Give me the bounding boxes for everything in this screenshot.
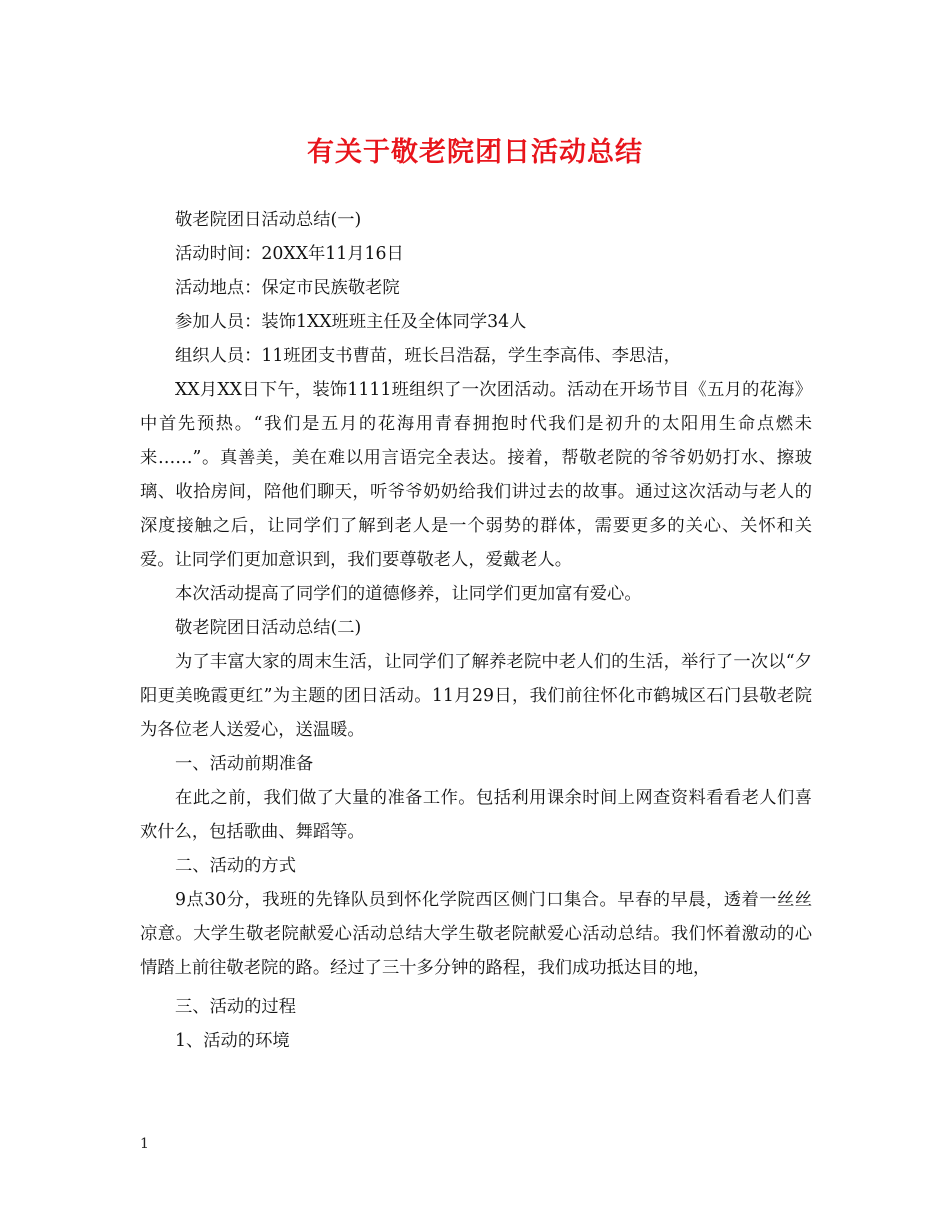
paragraph: 敬老院团日活动总结(二) xyxy=(175,618,362,638)
paragraph: 活动时间：20XX年11月16日 xyxy=(175,244,404,264)
paragraph: 组织人员：11班团支书曹苗，班长吕浩磊，学生李高伟、李思洁， xyxy=(175,346,681,366)
paragraph: 在此之前，我们做了大量的准备工作。包括利用课余时间上网查资料看看老人们喜欢什么，包括歌曲、舞蹈等。 xyxy=(140,788,812,842)
document-title: 有关于敬老院团日活动总结 xyxy=(307,137,643,168)
paragraph: 三、活动的过程 xyxy=(175,997,296,1017)
paragraph: 参加人员：装饰1XX班班主任及全体同学34人 xyxy=(175,312,527,332)
page-number: 1 xyxy=(140,1136,149,1152)
paragraph: 一、活动前期准备 xyxy=(175,754,314,774)
paragraph: 9点30分，我班的先锋队员到怀化学院西区侧门口集合。早春的早晨，透着一丝丝凉意。大学生敬老院献爱心活动总结大学生敬老院献爱心活动总结。我们怀着激动的心情踏上前往敬老院的路。经过了三十多分钟的路程，我们成功抵达目的地， xyxy=(140,890,812,978)
paragraph: 敬老院团日活动总结(一) xyxy=(175,210,362,230)
document-body xyxy=(140,203,812,1058)
paragraph: 为了丰富大家的周末生活，让同学们了解养老院中老人们的生活，举行了一次以“夕阳更美晚霞更红”为主题的团日活动。11月29日，我们前往怀化市鹤城区石门县敬老院为各位老人送爱心，送温暖。 xyxy=(140,652,812,740)
paragraph: XX月XX日下午，装饰1111班组织了一次团活动。活动在开场节目《五月的花海》中首先预热。“我们是五月的花海用青春拥抱时代我们是初升的太阳用生命点燃未来……”。真善美，美在难以用言语完全表达。接着，帮敬老院的爷爷奶奶打水、擦玻璃、收拾房间，陪他们聊天，听爷爷奶奶给我们讲过去的故事。通过这次活动与老人的深度接触之后，让同学们了解到老人是一个弱势的群体，需要更多的关心、关怀和关爱。让同学们更加意识到，我们要尊敬老人，爱戴老人。 xyxy=(140,380,812,570)
paragraph: 活动地点：保定市民族敬老院 xyxy=(175,278,400,298)
paragraph: 本次活动提高了同学们的道德修养，让同学们更加富有爱心。 xyxy=(175,584,642,604)
paragraph: 二、活动的方式 xyxy=(175,856,296,876)
paragraph: 1、活动的环境 xyxy=(175,1031,290,1051)
